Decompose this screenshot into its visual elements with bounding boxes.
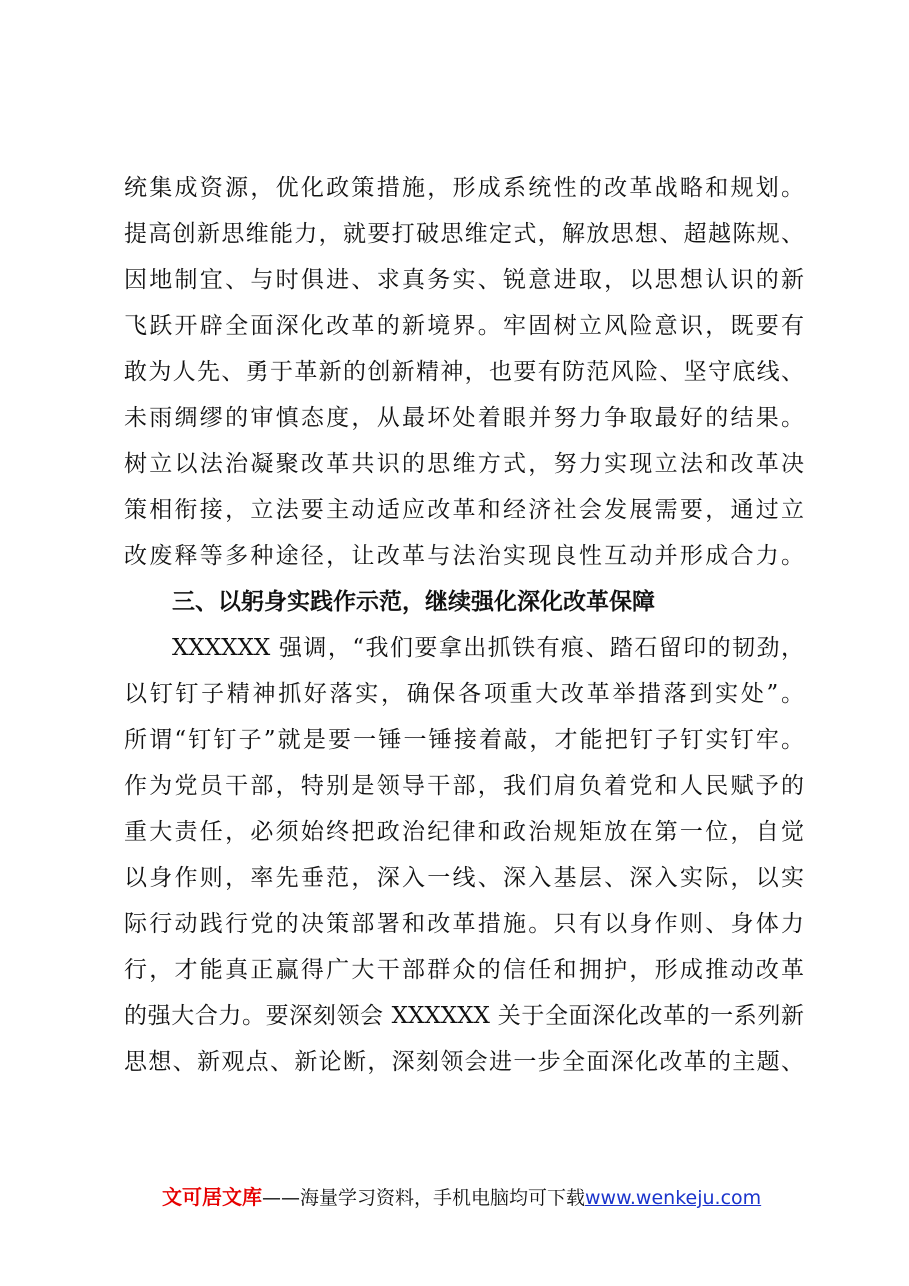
footer-slogan: ——海量学习资料，手机电脑均可下载 xyxy=(262,1187,586,1209)
body-line: 统集成资源，优化政策措施，形成系统性的改革战略和规划。 xyxy=(124,175,804,201)
body-line: 重大责任，必须始终把政治纪律和政治规矩放在第一位，自觉 xyxy=(124,819,804,845)
brand-logo-text: 文可居文库 xyxy=(162,1185,262,1209)
body-line: 所谓“钉钉子”就是要一锤一锤接着敲，才能把钉子钉实钉牢。 xyxy=(124,727,804,753)
body-line: 行，才能真正赢得广大干部群众的信任和拥护，形成推动改革 xyxy=(124,957,804,983)
body-line: 际行动践行党的决策部署和改革措施。只有以身作则、身体力 xyxy=(124,911,804,937)
section-heading: 三、以躬身实践作示范，继续强化深化改革保障 xyxy=(172,589,655,615)
body-line: 因地制宜、与时俱进、求真务实、锐意进取，以思想认识的新 xyxy=(124,267,804,293)
body-line: 以钉钉子精神抓好落实，确保各项重大改革举措落到实处”。 xyxy=(124,681,804,707)
body-line: XXXXXX 强调，“我们要拿出抓铁有痕、踏石留印的韧劲， xyxy=(172,635,804,661)
footer-banner xyxy=(162,1183,782,1211)
body-line: 作为党员干部，特别是领导干部，我们肩负着党和人民赋予的 xyxy=(124,773,804,799)
body-line: 提高创新思维能力，就要打破思维定式，解放思想、超越陈规、 xyxy=(124,221,804,247)
body-line: 未雨绸缪的审慎态度，从最坏处着眼并努力争取最好的结果。 xyxy=(124,405,804,431)
body-line: 飞跃开辟全面深化改革的新境界。牢固树立风险意识，既要有 xyxy=(124,313,804,339)
body-line: 敢为人先、勇于革新的创新精神，也要有防范风险、坚守底线、 xyxy=(124,359,804,385)
body-line: 以身作则，率先垂范，深入一线、深入基层、深入实际，以实 xyxy=(124,865,804,891)
body-line: 思想、新观点、新论断，深刻领会进一步全面深化改革的主题、 xyxy=(124,1049,804,1075)
body-line: 的强大合力。要深刻领会 XXXXXX 关于全面深化改革的一系列新 xyxy=(124,1003,804,1029)
footer-link[interactable]: www.wenkeju.com xyxy=(585,1187,762,1209)
body-line: 改废释等多种途径，让改革与法治实现良性互动并形成合力。 xyxy=(124,543,804,569)
body-line: 策相衔接，立法要主动适应改革和经济社会发展需要，通过立 xyxy=(124,497,804,523)
body-line: 树立以法治凝聚改革共识的思维方式，努力实现立法和改革决 xyxy=(124,451,804,477)
